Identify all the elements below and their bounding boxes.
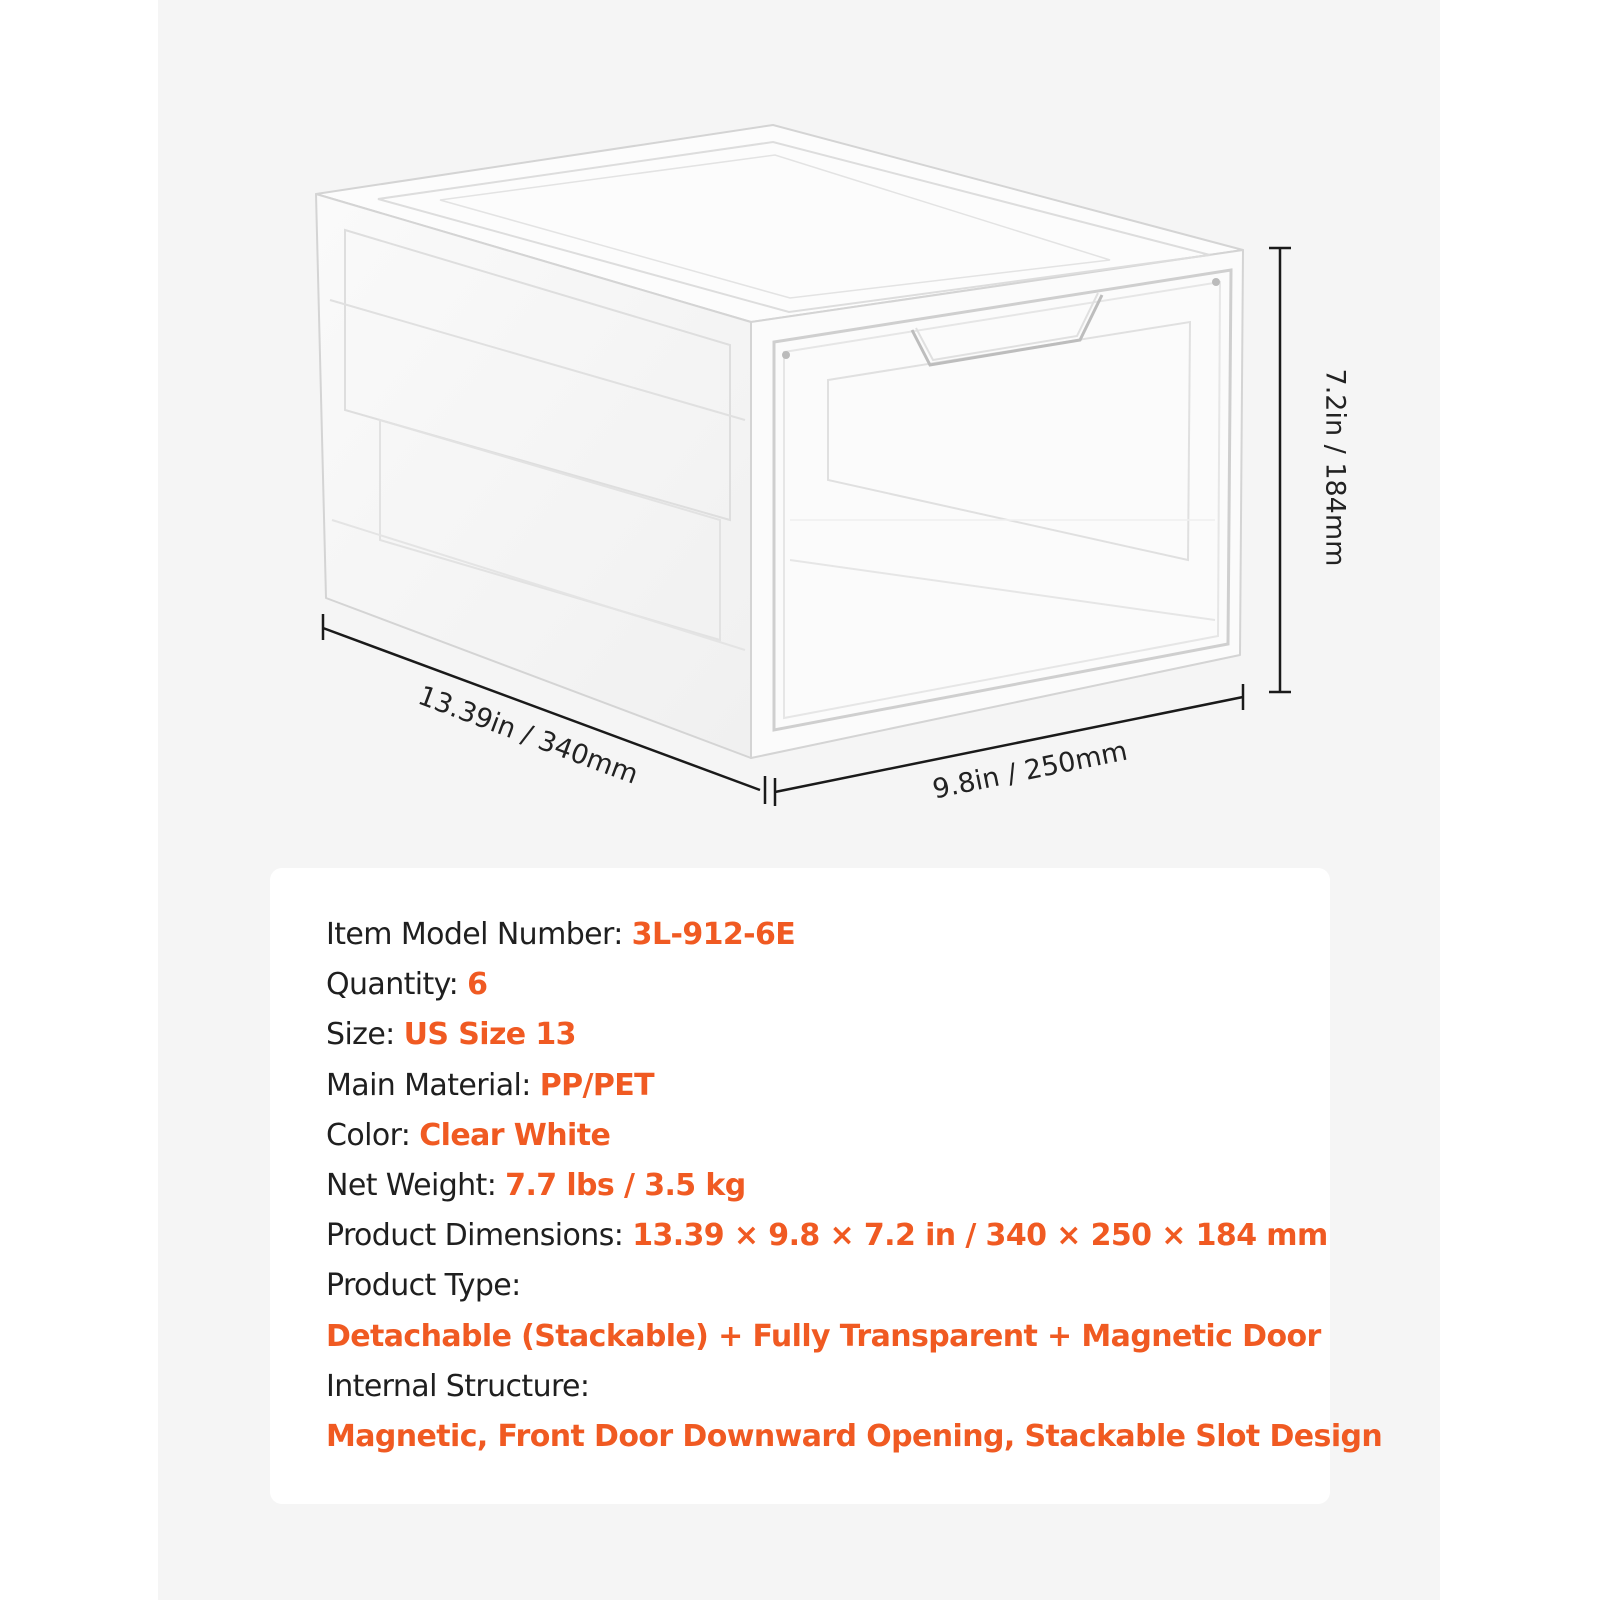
spec-label: Product Type:: [326, 1268, 521, 1304]
spec-label: Size:: [326, 1017, 395, 1053]
spec-quantity: [326, 960, 1306, 1010]
spec-net-weight: [326, 1161, 1306, 1211]
spec-internal-structure-value: [326, 1412, 1383, 1462]
depth-dimension-label: 13.39in / 340mm: [413, 680, 643, 791]
spec-label: Net Weight:: [326, 1167, 497, 1203]
spec-value: 6: [467, 967, 488, 1003]
spec-model-number: [326, 910, 1306, 960]
spec-label: Internal Structure:: [326, 1368, 590, 1404]
spec-internal-structure-label: [326, 1362, 1306, 1412]
spec-value: Clear White: [419, 1117, 611, 1153]
spec-value: US Size 13: [403, 1017, 576, 1053]
spec-value: 3L-912-6E: [631, 917, 796, 952]
spec-label: Main Material:: [326, 1067, 531, 1103]
spec-value: Magnetic, Front Door Downward Opening, Stackable Slot Design: [326, 1418, 1383, 1454]
height-dimension-label: 7.2in / 184mm: [1319, 368, 1351, 567]
spec-product-type-value: [326, 1312, 1321, 1362]
spec-material: [326, 1061, 1306, 1111]
spec-label: Color:: [326, 1117, 411, 1153]
spec-label: Quantity:: [326, 967, 459, 1003]
width-dimension-label: 9.8in / 250mm: [929, 735, 1131, 806]
spec-value: PP/PET: [539, 1067, 654, 1103]
spec-product-type-label: [326, 1261, 1306, 1311]
spec-value: 7.7 lbs / 3.5 kg: [505, 1167, 746, 1203]
spec-product-dimensions: [326, 1211, 1328, 1261]
spec-size: [326, 1010, 1306, 1060]
spec-color: [326, 1111, 1306, 1161]
spec-value: 13.39 × 9.8 × 7.2 in / 340 × 250 × 184 mm: [632, 1218, 1328, 1254]
spec-label: Item Model Number:: [326, 917, 623, 952]
spec-label: Product Dimensions:: [326, 1218, 624, 1254]
spec-value: Detachable (Stackable) + Fully Transparent + Magnetic Door: [326, 1318, 1321, 1354]
spec-list: [326, 910, 1383, 1462]
